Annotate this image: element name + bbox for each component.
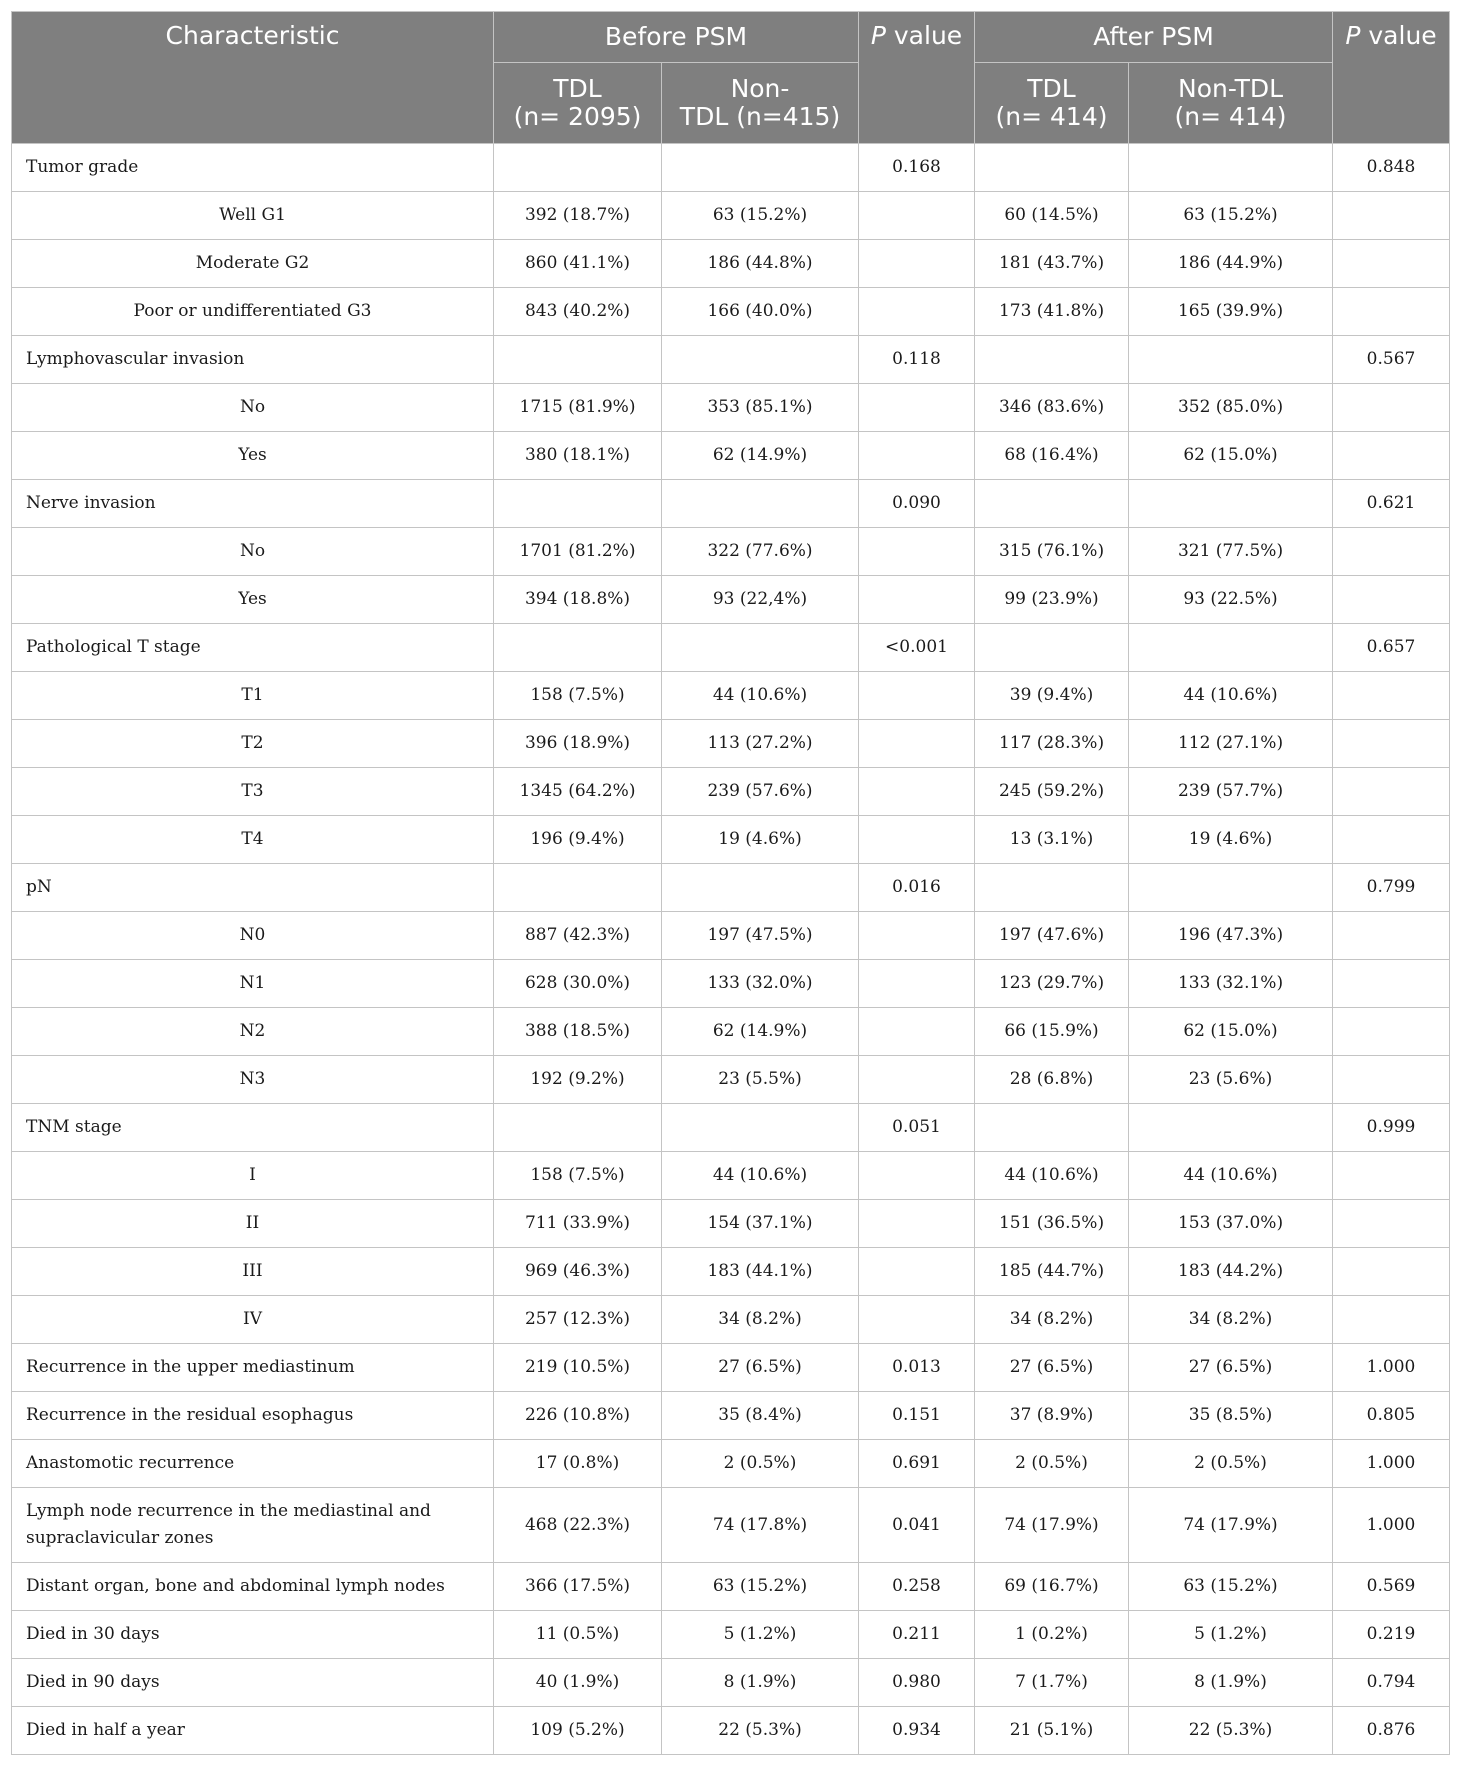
- p-value-before-cell: 0.013: [859, 1344, 975, 1392]
- p-value-before-cell: 0.934: [859, 1707, 975, 1755]
- characteristic-cell: TNM stage: [12, 1104, 494, 1152]
- before-non-tdl-cell: 74 (17.8%): [662, 1488, 859, 1563]
- after-tdl-cell: [975, 336, 1129, 384]
- p-value-after-cell: [1333, 240, 1450, 288]
- characteristic-cell: T3: [12, 768, 494, 816]
- characteristic-cell: Yes: [12, 432, 494, 480]
- before-tdl-cell: [494, 144, 662, 192]
- before-non-tdl-cell: [662, 864, 859, 912]
- before-non-tdl-cell: 22 (5.3%): [662, 1707, 859, 1755]
- after-non-tdl-cell: 133 (32.1%): [1129, 960, 1333, 1008]
- after-tdl-cell: 27 (6.5%): [975, 1344, 1129, 1392]
- after-non-tdl-cell: 63 (15.2%): [1129, 1563, 1333, 1611]
- p-value-after-cell: 0.848: [1333, 144, 1450, 192]
- p-value-after-cell: 0.621: [1333, 480, 1450, 528]
- after-tdl-cell: 197 (47.6%): [975, 912, 1129, 960]
- p-value-before-cell: [859, 960, 975, 1008]
- before-non-tdl-cell: 239 (57.6%): [662, 768, 859, 816]
- header-after-non-tdl: Non-TDL (n= 414): [1129, 63, 1333, 144]
- p-value-before-cell: 0.051: [859, 1104, 975, 1152]
- characteristic-cell: II: [12, 1200, 494, 1248]
- p-value-before-cell: 0.980: [859, 1659, 975, 1707]
- header-after-tdl: TDL (n= 414): [975, 63, 1129, 144]
- before-non-tdl-cell: 23 (5.5%): [662, 1056, 859, 1104]
- after-non-tdl-cell: 153 (37.0%): [1129, 1200, 1333, 1248]
- p-value-after-cell: 0.805: [1333, 1392, 1450, 1440]
- after-tdl-cell: 44 (10.6%): [975, 1152, 1129, 1200]
- after-tdl-cell: 1 (0.2%): [975, 1611, 1129, 1659]
- header-p-value-after: [1333, 12, 1450, 144]
- before-tdl-cell: 396 (18.9%): [494, 720, 662, 768]
- before-non-tdl-cell: 44 (10.6%): [662, 1152, 859, 1200]
- characteristic-cell: Poor or undifferentiated G3: [12, 288, 494, 336]
- p-value-before-cell: [859, 768, 975, 816]
- before-tdl-cell: 380 (18.1%): [494, 432, 662, 480]
- after-non-tdl-cell: 19 (4.6%): [1129, 816, 1333, 864]
- table-row: [12, 1488, 1450, 1563]
- before-non-tdl-cell: 44 (10.6%): [662, 672, 859, 720]
- characteristic-cell: Recurrence in the upper mediastinum: [12, 1344, 494, 1392]
- before-tdl-cell: 392 (18.7%): [494, 192, 662, 240]
- before-non-tdl-cell: 322 (77.6%): [662, 528, 859, 576]
- p-value-before-cell: [859, 384, 975, 432]
- after-non-tdl-cell: 44 (10.6%): [1129, 1152, 1333, 1200]
- before-non-tdl-cell: 113 (27.2%): [662, 720, 859, 768]
- table-row: [12, 1344, 1450, 1392]
- table-body: [12, 144, 1450, 1755]
- after-non-tdl-cell: 93 (22.5%): [1129, 576, 1333, 624]
- p-value-after-cell: [1333, 528, 1450, 576]
- before-non-tdl-cell: 154 (37.1%): [662, 1200, 859, 1248]
- after-tdl-cell: 74 (17.9%): [975, 1488, 1129, 1563]
- after-tdl-cell: [975, 1104, 1129, 1152]
- after-non-tdl-cell: [1129, 144, 1333, 192]
- after-non-tdl-cell: 22 (5.3%): [1129, 1707, 1333, 1755]
- table-row: [12, 672, 1450, 720]
- after-non-tdl-cell: [1129, 480, 1333, 528]
- characteristic-cell: T2: [12, 720, 494, 768]
- table-row: [12, 1248, 1450, 1296]
- before-non-tdl-cell: 186 (44.8%): [662, 240, 859, 288]
- after-non-tdl-cell: [1129, 1104, 1333, 1152]
- p-value-before-cell: 0.118: [859, 336, 975, 384]
- p-value-after-cell: [1333, 192, 1450, 240]
- after-tdl-cell: 60 (14.5%): [975, 192, 1129, 240]
- p-value-before-cell: [859, 432, 975, 480]
- after-tdl-cell: 99 (23.9%): [975, 576, 1129, 624]
- before-non-tdl-cell: 353 (85.1%): [662, 384, 859, 432]
- p-value-before-cell: [859, 1200, 975, 1248]
- before-non-tdl-cell: 63 (15.2%): [662, 1563, 859, 1611]
- characteristic-cell: Pathological T stage: [12, 624, 494, 672]
- after-tdl-cell: 346 (83.6%): [975, 384, 1129, 432]
- table-row: [12, 816, 1450, 864]
- table-row: [12, 1104, 1450, 1152]
- table-row: [12, 576, 1450, 624]
- before-non-tdl-cell: 2 (0.5%): [662, 1440, 859, 1488]
- before-tdl-cell: [494, 1104, 662, 1152]
- after-tdl-cell: 173 (41.8%): [975, 288, 1129, 336]
- p-value-after-cell: [1333, 1056, 1450, 1104]
- before-tdl-cell: 226 (10.8%): [494, 1392, 662, 1440]
- p-value-after-cell: 0.999: [1333, 1104, 1450, 1152]
- characteristic-cell: Tumor grade: [12, 144, 494, 192]
- p-italic: P: [1345, 21, 1361, 50]
- table-row: [12, 1008, 1450, 1056]
- characteristic-cell: Died in 90 days: [12, 1659, 494, 1707]
- p-value-after-cell: [1333, 576, 1450, 624]
- table-row: [12, 480, 1450, 528]
- after-tdl-cell: 37 (8.9%): [975, 1392, 1129, 1440]
- after-non-tdl-cell: 63 (15.2%): [1129, 192, 1333, 240]
- table-row: [12, 1056, 1450, 1104]
- characteristic-cell: N1: [12, 960, 494, 1008]
- p-value-text: value: [885, 21, 963, 50]
- after-non-tdl-cell: 186 (44.9%): [1129, 240, 1333, 288]
- before-tdl-cell: 257 (12.3%): [494, 1296, 662, 1344]
- p-value-before-cell: [859, 672, 975, 720]
- before-tdl-cell: 158 (7.5%): [494, 1152, 662, 1200]
- after-non-tdl-cell: 165 (39.9%): [1129, 288, 1333, 336]
- p-value-after-cell: [1333, 1152, 1450, 1200]
- after-tdl-cell: [975, 864, 1129, 912]
- p-value-after-cell: [1333, 768, 1450, 816]
- before-tdl-cell: 887 (42.3%): [494, 912, 662, 960]
- p-value-after-cell: [1333, 432, 1450, 480]
- after-tdl-cell: 181 (43.7%): [975, 240, 1129, 288]
- after-tdl-cell: [975, 624, 1129, 672]
- before-non-tdl-cell: [662, 1104, 859, 1152]
- table-row: [12, 1296, 1450, 1344]
- p-value-after-cell: 1.000: [1333, 1440, 1450, 1488]
- after-tdl-cell: 7 (1.7%): [975, 1659, 1129, 1707]
- characteristic-cell: Distant organ, bone and abdominal lymph nodes: [12, 1563, 494, 1611]
- header-before-tdl: TDL (n= 2095): [494, 63, 662, 144]
- after-non-tdl-cell: [1129, 624, 1333, 672]
- before-non-tdl-cell: 166 (40.0%): [662, 288, 859, 336]
- table-row: [12, 144, 1450, 192]
- before-non-tdl-cell: [662, 144, 859, 192]
- characteristic-cell: T1: [12, 672, 494, 720]
- p-value-before-cell: 0.090: [859, 480, 975, 528]
- characteristics-table: [11, 11, 1450, 1755]
- before-non-tdl-cell: [662, 624, 859, 672]
- p-value-before-cell: [859, 1152, 975, 1200]
- after-tdl-cell: [975, 480, 1129, 528]
- characteristic-cell: No: [12, 384, 494, 432]
- table-row: [12, 1152, 1450, 1200]
- characteristic-cell: pN: [12, 864, 494, 912]
- after-tdl-cell: [975, 144, 1129, 192]
- characteristic-cell: Died in 30 days: [12, 1611, 494, 1659]
- before-non-tdl-cell: 27 (6.5%): [662, 1344, 859, 1392]
- p-value-before-cell: 0.211: [859, 1611, 975, 1659]
- characteristic-cell: Recurrence in the residual esophagus: [12, 1392, 494, 1440]
- before-tdl-cell: 17 (0.8%): [494, 1440, 662, 1488]
- p-value-before-cell: [859, 1008, 975, 1056]
- header-p-value-before: [859, 12, 975, 144]
- characteristic-cell: T4: [12, 816, 494, 864]
- p-italic: P: [870, 21, 886, 50]
- p-value-after-cell: 0.876: [1333, 1707, 1450, 1755]
- after-tdl-cell: 2 (0.5%): [975, 1440, 1129, 1488]
- after-tdl-cell: 151 (36.5%): [975, 1200, 1129, 1248]
- table-row: [12, 720, 1450, 768]
- after-tdl-cell: 68 (16.4%): [975, 432, 1129, 480]
- table-row: [12, 336, 1450, 384]
- table-row: [12, 1392, 1450, 1440]
- after-non-tdl-cell: 321 (77.5%): [1129, 528, 1333, 576]
- before-non-tdl-cell: 62 (14.9%): [662, 432, 859, 480]
- p-value-before-cell: 0.258: [859, 1563, 975, 1611]
- before-tdl-cell: 969 (46.3%): [494, 1248, 662, 1296]
- p-value-before-cell: [859, 1296, 975, 1344]
- header-characteristic: Characteristic: [12, 12, 494, 144]
- table-row: [12, 864, 1450, 912]
- characteristic-cell: Moderate G2: [12, 240, 494, 288]
- p-value-after-cell: [1333, 816, 1450, 864]
- before-non-tdl-cell: 35 (8.4%): [662, 1392, 859, 1440]
- characteristic-cell: Anastomotic recurrence: [12, 1440, 494, 1488]
- before-tdl-cell: 1701 (81.2%): [494, 528, 662, 576]
- p-value-after-cell: [1333, 1200, 1450, 1248]
- p-value-before-cell: 0.041: [859, 1488, 975, 1563]
- header-before-psm: Before PSM: [494, 12, 859, 63]
- p-value-before-cell: [859, 816, 975, 864]
- p-value-before-cell: [859, 288, 975, 336]
- before-tdl-cell: 192 (9.2%): [494, 1056, 662, 1104]
- p-value-before-cell: [859, 192, 975, 240]
- table-row: [12, 432, 1450, 480]
- after-non-tdl-cell: 2 (0.5%): [1129, 1440, 1333, 1488]
- characteristic-cell: N3: [12, 1056, 494, 1104]
- before-non-tdl-cell: 197 (47.5%): [662, 912, 859, 960]
- table-row: [12, 624, 1450, 672]
- before-tdl-cell: 843 (40.2%): [494, 288, 662, 336]
- before-tdl-cell: [494, 624, 662, 672]
- table-row: [12, 240, 1450, 288]
- p-value-after-cell: 1.000: [1333, 1488, 1450, 1563]
- before-non-tdl-cell: 19 (4.6%): [662, 816, 859, 864]
- before-tdl-cell: 109 (5.2%): [494, 1707, 662, 1755]
- p-value-text: value: [1360, 21, 1437, 50]
- before-tdl-cell: 366 (17.5%): [494, 1563, 662, 1611]
- p-value-after-cell: 0.799: [1333, 864, 1450, 912]
- after-tdl-cell: 315 (76.1%): [975, 528, 1129, 576]
- p-value-after-cell: [1333, 912, 1450, 960]
- before-non-tdl-cell: 183 (44.1%): [662, 1248, 859, 1296]
- table-row: [12, 1659, 1450, 1707]
- characteristic-cell: Well G1: [12, 192, 494, 240]
- before-non-tdl-cell: 8 (1.9%): [662, 1659, 859, 1707]
- after-tdl-cell: 21 (5.1%): [975, 1707, 1129, 1755]
- before-tdl-cell: 628 (30.0%): [494, 960, 662, 1008]
- table-row: [12, 1611, 1450, 1659]
- before-tdl-cell: 219 (10.5%): [494, 1344, 662, 1392]
- after-non-tdl-cell: 35 (8.5%): [1129, 1392, 1333, 1440]
- table-row: [12, 912, 1450, 960]
- before-tdl-cell: 468 (22.3%): [494, 1488, 662, 1563]
- characteristic-cell: No: [12, 528, 494, 576]
- before-tdl-cell: 711 (33.9%): [494, 1200, 662, 1248]
- after-non-tdl-cell: 74 (17.9%): [1129, 1488, 1333, 1563]
- table-row: [12, 1440, 1450, 1488]
- table-row: [12, 192, 1450, 240]
- p-value-before-cell: 0.016: [859, 864, 975, 912]
- before-tdl-cell: 1345 (64.2%): [494, 768, 662, 816]
- characteristic-cell: Nerve invasion: [12, 480, 494, 528]
- p-value-before-cell: [859, 912, 975, 960]
- before-tdl-cell: [494, 336, 662, 384]
- before-tdl-cell: 1715 (81.9%): [494, 384, 662, 432]
- table-row: [12, 288, 1450, 336]
- characteristic-cell: I: [12, 1152, 494, 1200]
- after-tdl-cell: 13 (3.1%): [975, 816, 1129, 864]
- after-non-tdl-cell: 62 (15.0%): [1129, 1008, 1333, 1056]
- before-non-tdl-cell: 63 (15.2%): [662, 192, 859, 240]
- p-value-before-cell: 0.168: [859, 144, 975, 192]
- p-value-after-cell: [1333, 960, 1450, 1008]
- before-non-tdl-cell: 5 (1.2%): [662, 1611, 859, 1659]
- p-value-after-cell: 0.657: [1333, 624, 1450, 672]
- characteristic-cell: Yes: [12, 576, 494, 624]
- characteristic-cell: IV: [12, 1296, 494, 1344]
- after-tdl-cell: 34 (8.2%): [975, 1296, 1129, 1344]
- p-value-before-cell: [859, 576, 975, 624]
- before-tdl-cell: 11 (0.5%): [494, 1611, 662, 1659]
- characteristic-cell: Lymphovascular invasion: [12, 336, 494, 384]
- p-value-before-cell: [859, 528, 975, 576]
- table-row: [12, 768, 1450, 816]
- p-value-after-cell: [1333, 1008, 1450, 1056]
- p-value-after-cell: [1333, 720, 1450, 768]
- before-non-tdl-cell: 133 (32.0%): [662, 960, 859, 1008]
- header-before-non-tdl: Non- TDL (n=415): [662, 63, 859, 144]
- p-value-after-cell: [1333, 1248, 1450, 1296]
- after-tdl-cell: 245 (59.2%): [975, 768, 1129, 816]
- header-after-psm: After PSM: [975, 12, 1333, 63]
- table-row: [12, 1200, 1450, 1248]
- after-non-tdl-cell: 352 (85.0%): [1129, 384, 1333, 432]
- after-non-tdl-cell: 196 (47.3%): [1129, 912, 1333, 960]
- before-tdl-cell: 158 (7.5%): [494, 672, 662, 720]
- characteristic-cell: N0: [12, 912, 494, 960]
- p-value-before-cell: <0.001: [859, 624, 975, 672]
- characteristic-cell: Lymph node recurrence in the mediastinal and supraclavicular zones: [12, 1488, 494, 1563]
- table-row: [12, 1707, 1450, 1755]
- before-tdl-cell: [494, 480, 662, 528]
- p-value-after-cell: 0.794: [1333, 1659, 1450, 1707]
- after-non-tdl-cell: 112 (27.1%): [1129, 720, 1333, 768]
- table-row: [12, 384, 1450, 432]
- p-value-after-cell: [1333, 672, 1450, 720]
- p-value-before-cell: [859, 1248, 975, 1296]
- after-tdl-cell: 117 (28.3%): [975, 720, 1129, 768]
- p-value-after-cell: 0.569: [1333, 1563, 1450, 1611]
- before-non-tdl-cell: [662, 480, 859, 528]
- characteristic-cell: Died in half a year: [12, 1707, 494, 1755]
- after-non-tdl-cell: 44 (10.6%): [1129, 672, 1333, 720]
- after-non-tdl-cell: [1129, 864, 1333, 912]
- p-value-after-cell: 0.567: [1333, 336, 1450, 384]
- characteristic-cell: III: [12, 1248, 494, 1296]
- after-non-tdl-cell: 8 (1.9%): [1129, 1659, 1333, 1707]
- after-tdl-cell: 39 (9.4%): [975, 672, 1129, 720]
- p-value-after-cell: 1.000: [1333, 1344, 1450, 1392]
- after-non-tdl-cell: [1129, 336, 1333, 384]
- before-non-tdl-cell: [662, 336, 859, 384]
- before-tdl-cell: 196 (9.4%): [494, 816, 662, 864]
- after-non-tdl-cell: 34 (8.2%): [1129, 1296, 1333, 1344]
- before-non-tdl-cell: 34 (8.2%): [662, 1296, 859, 1344]
- after-tdl-cell: 69 (16.7%): [975, 1563, 1129, 1611]
- p-value-before-cell: [859, 720, 975, 768]
- p-value-before-cell: 0.151: [859, 1392, 975, 1440]
- table-header: [12, 12, 1450, 144]
- before-tdl-cell: 40 (1.9%): [494, 1659, 662, 1707]
- after-non-tdl-cell: 239 (57.7%): [1129, 768, 1333, 816]
- table-row: [12, 960, 1450, 1008]
- after-tdl-cell: 123 (29.7%): [975, 960, 1129, 1008]
- table-row: [12, 1563, 1450, 1611]
- before-tdl-cell: 394 (18.8%): [494, 576, 662, 624]
- after-non-tdl-cell: 62 (15.0%): [1129, 432, 1333, 480]
- p-value-after-cell: [1333, 384, 1450, 432]
- before-tdl-cell: [494, 864, 662, 912]
- before-non-tdl-cell: 62 (14.9%): [662, 1008, 859, 1056]
- after-non-tdl-cell: 23 (5.6%): [1129, 1056, 1333, 1104]
- before-tdl-cell: 860 (41.1%): [494, 240, 662, 288]
- p-value-after-cell: [1333, 288, 1450, 336]
- after-non-tdl-cell: 27 (6.5%): [1129, 1344, 1333, 1392]
- before-non-tdl-cell: 93 (22,4%): [662, 576, 859, 624]
- table-row: [12, 528, 1450, 576]
- p-value-before-cell: [859, 1056, 975, 1104]
- after-tdl-cell: 66 (15.9%): [975, 1008, 1129, 1056]
- p-value-after-cell: 0.219: [1333, 1611, 1450, 1659]
- after-non-tdl-cell: 183 (44.2%): [1129, 1248, 1333, 1296]
- p-value-before-cell: 0.691: [859, 1440, 975, 1488]
- before-tdl-cell: 388 (18.5%): [494, 1008, 662, 1056]
- after-non-tdl-cell: 5 (1.2%): [1129, 1611, 1333, 1659]
- characteristic-cell: N2: [12, 1008, 494, 1056]
- after-tdl-cell: 185 (44.7%): [975, 1248, 1129, 1296]
- p-value-after-cell: [1333, 1296, 1450, 1344]
- p-value-before-cell: [859, 240, 975, 288]
- after-tdl-cell: 28 (6.8%): [975, 1056, 1129, 1104]
